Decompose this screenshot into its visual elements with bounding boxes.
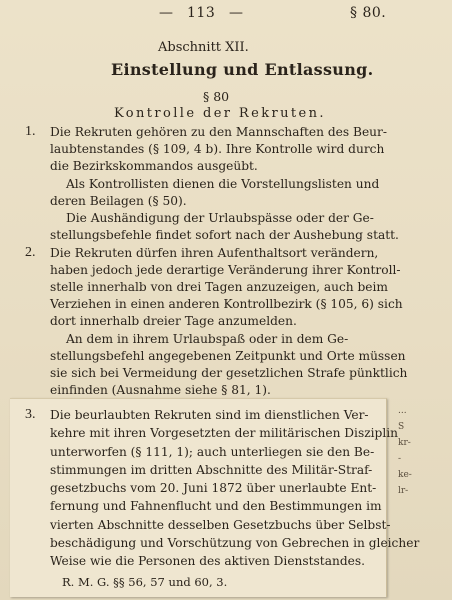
text-line: sie sich bei Vermeidung der gesetzlichen Strafe pünktlich [50, 366, 408, 380]
text-line: haben jedoch jede derartige Veränderung ihrer Kontroll- [50, 263, 401, 277]
text-line: Die Rekruten gehören zu den Mannschaften des Beur- [50, 125, 387, 139]
text-line: Die Rekruten dürfen ihren Aufenthaltsort verändern, [50, 246, 379, 260]
text-line: Verziehen in einen anderen Kontrollbezirk (§ 105, 6) sich [50, 297, 403, 311]
text-line: vierten Abschnitte desselben Gesetzbuchs über Selbst- [50, 518, 391, 532]
text-line: kehre mit ihren Vorgesetzten der militärischen Disziplin [50, 426, 398, 440]
chapter-title: Einstellung und Entlassung. [111, 60, 374, 79]
text-line: unterworfen (§ 111, 1); auch unterliegen sie den Be- [50, 445, 375, 459]
text-line: fernung und Fahnenflucht und den Bestimmungen im [50, 499, 382, 513]
text-line: beschädigung und Vorschützung von Gebrechen in gleicher [50, 536, 420, 550]
text-line: stellungsbefehl angegebenen Zeitpunkt und Orte müssen [50, 349, 406, 363]
text-line: Weise wie die Personen des aktiven Dienststandes. [50, 554, 365, 568]
text-line: gesetzbuchs vom 20. Juni 1872 über unerlaubte Ent- [50, 481, 377, 495]
text-line: Die beurlaubten Rekruten sind im dienstlichen Ver- [50, 408, 369, 422]
text-line: Als Kontrollisten dienen die Vorstellungslisten und [66, 177, 380, 191]
item-number: 1. [25, 124, 36, 139]
text-line: laubtenstandes (§ 109, 4 b). Ihre Kontrolle wird durch [50, 142, 385, 156]
page-number: 113 [187, 5, 216, 21]
header-left-dash: — [159, 5, 174, 21]
item-number: 3. [25, 407, 36, 422]
chapter-heading: Abschnitt XII. [158, 40, 249, 55]
text-line: stellungsbefehle findet sofort nach der Aushebung statt. [50, 228, 399, 242]
subtitle: Kontrolle der Rekruten. [114, 106, 326, 121]
margin-annotation: ... S kr- - ke- lr- [398, 406, 412, 496]
text-line: dort innerhalb dreier Tage anzumelden. [50, 314, 297, 328]
text-line: Die Aushändigung der Urlaubspässe oder der Ge- [66, 211, 374, 225]
legal-reference: R. M. G. §§ 56, 57 und 60, 3. [62, 575, 228, 589]
item-number: 2. [25, 245, 36, 260]
text-line: einfinden (Ausnahme siehe § 81, 1). [50, 383, 271, 397]
section-reference: § 80. [350, 5, 387, 21]
text-line: stimmungen im dritten Abschnitte des Militär-Straf- [50, 463, 373, 477]
text-line: die Bezirkskommandos ausgeübt. [50, 159, 258, 173]
text-line: An dem in ihrem Urlaubspaß oder in dem Ge- [66, 332, 349, 346]
text-line: deren Beilagen (§ 50). [50, 194, 187, 208]
paragraph-mark: § 80 [203, 89, 230, 104]
header-right-dash: — [229, 5, 244, 21]
text-line: stelle innerhalb von drei Tagen anzuzeigen, auch beim [50, 280, 388, 294]
